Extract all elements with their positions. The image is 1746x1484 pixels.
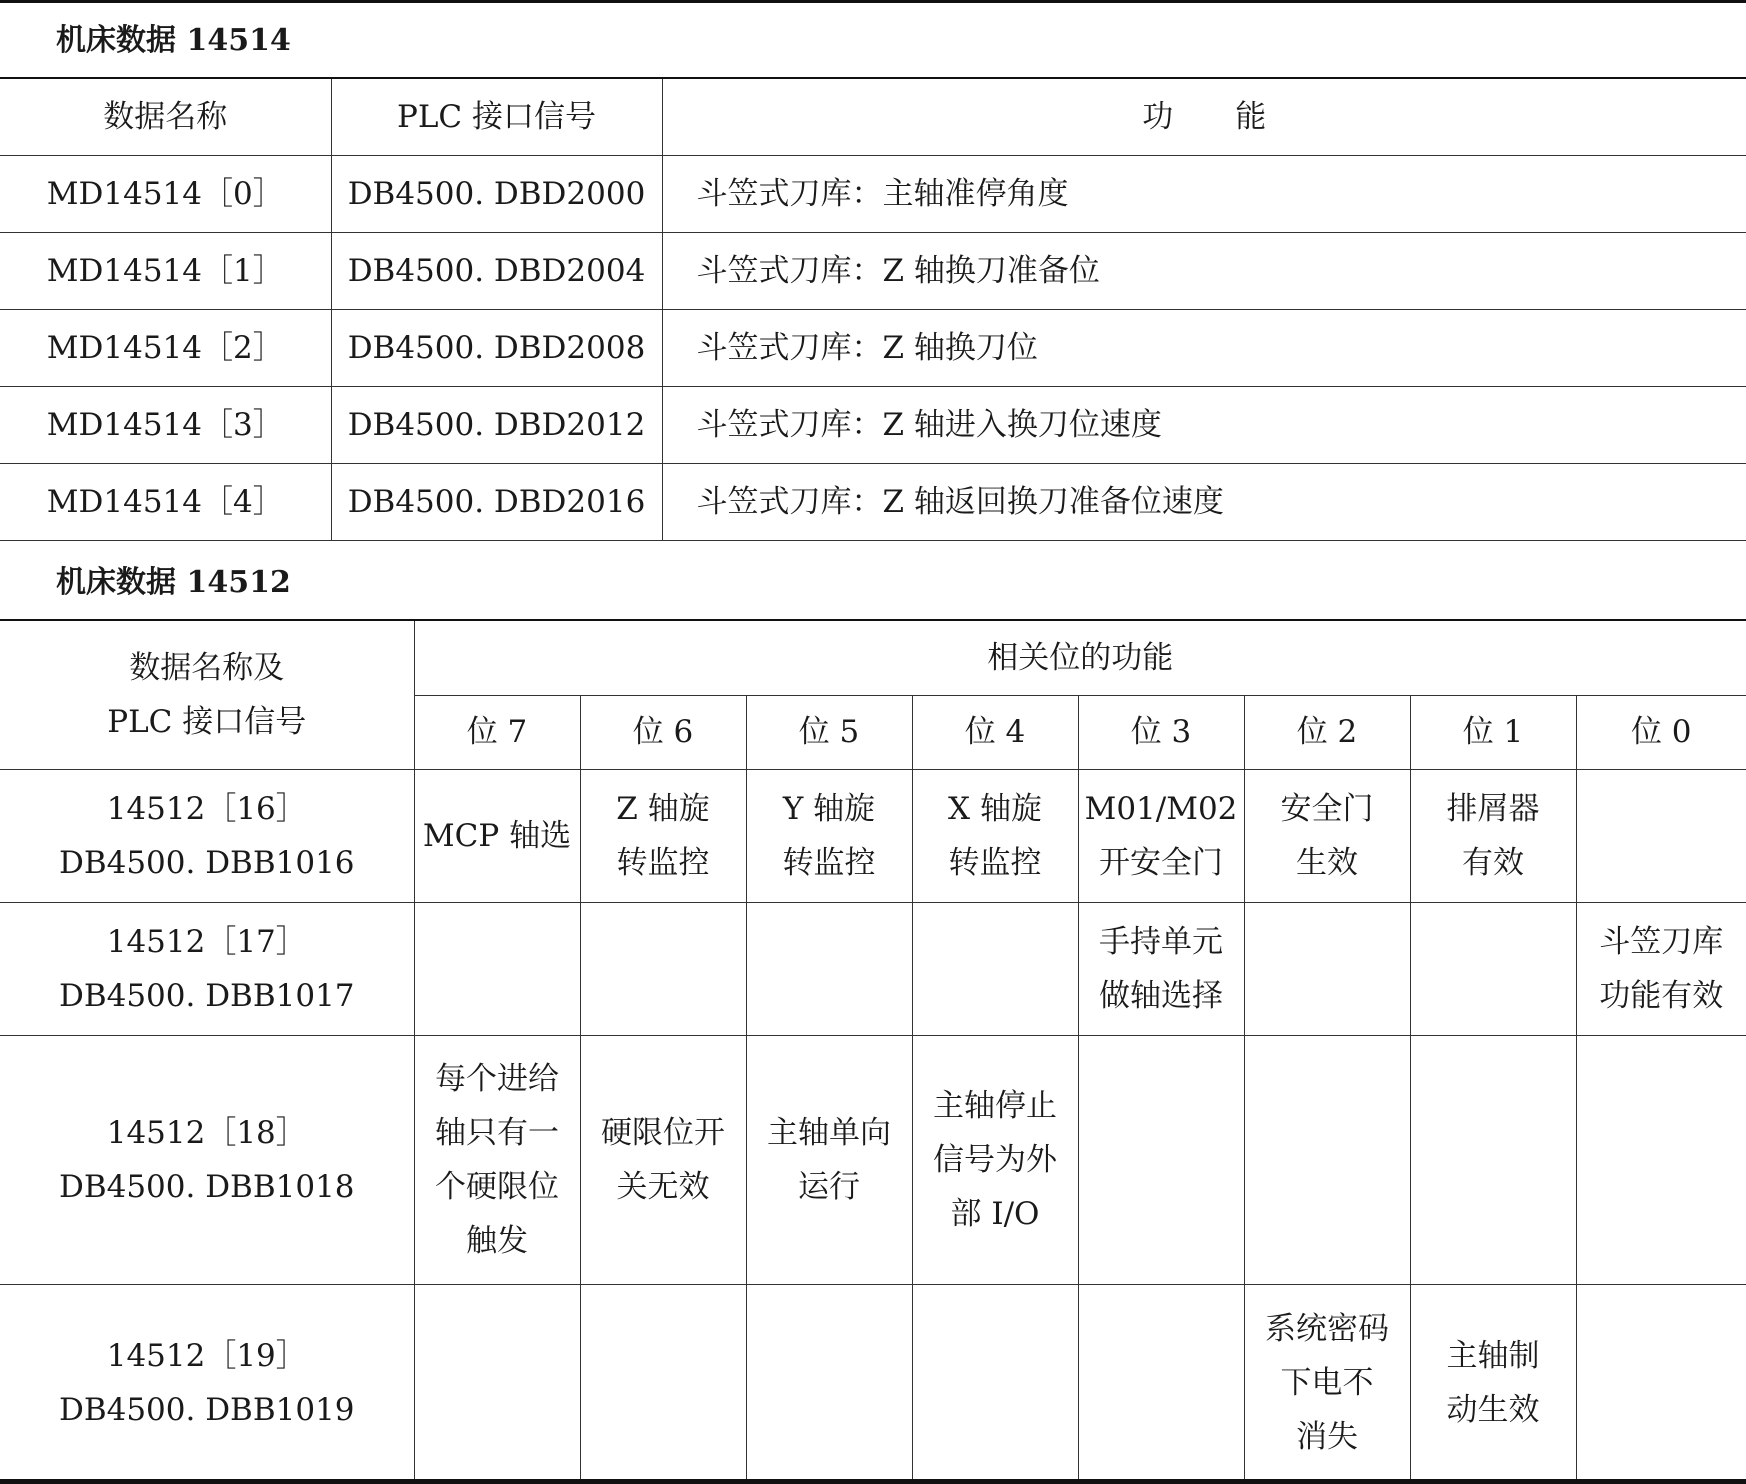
cell-text-line: 运行: [747, 1160, 912, 1214]
table-row: [0, 902, 1746, 1035]
table-row: [0, 387, 1746, 464]
cell-text-line: 触发: [415, 1214, 580, 1268]
cell-text-line: 转监控: [581, 836, 746, 890]
cell-bit-6: [580, 1284, 746, 1483]
table-md14514: [0, 77, 1746, 541]
cell-text-line: DB4500. DBB1019: [0, 1383, 414, 1437]
cell-bit-5: [746, 1284, 912, 1483]
table-row: [0, 1284, 1746, 1483]
table-row: [0, 156, 1746, 233]
table-row: [0, 233, 1746, 310]
cell-text-line: 每个进给: [415, 1052, 580, 1106]
header-bit-3: 位 3: [1078, 695, 1244, 769]
header-bit-5: 位 5: [746, 695, 912, 769]
cell-text-line: 信号为外: [913, 1133, 1078, 1187]
top-rule: [0, 0, 1746, 3]
header-bit-functions: 相关位的功能: [414, 620, 1746, 695]
cell-text-line: 系统密码: [1245, 1302, 1410, 1356]
header-bit-2: 位 2: [1244, 695, 1410, 769]
cell-bit-3: [1078, 902, 1244, 1035]
cell-bit-2: [1244, 1284, 1410, 1483]
cell-text-line: 斗笠刀库: [1577, 915, 1746, 969]
table-header-row: [0, 620, 1746, 695]
cell-function: 斗笠式刀库：Z 轴进入换刀位速度: [662, 387, 1746, 464]
cell-bit-4: [912, 769, 1078, 902]
cell-bit-7: [414, 902, 580, 1035]
cell-text-line: 消失: [1245, 1410, 1410, 1464]
header-bit-6: 位 6: [580, 695, 746, 769]
cell-text-line: Y 轴旋: [747, 782, 912, 836]
table-md14512: [0, 619, 1746, 1484]
header-bit-4: 位 4: [912, 695, 1078, 769]
cell-bit-1: [1410, 902, 1576, 1035]
cell-bit-1: [1410, 1035, 1576, 1284]
section-title-14514: 机床数据 14514: [56, 26, 291, 56]
cell-text-line: 关无效: [581, 1160, 746, 1214]
header-name-line: 数据名称及: [0, 641, 414, 695]
header-bit-7: 位 7: [414, 695, 580, 769]
cell-text-line: 主轴制: [1411, 1329, 1576, 1383]
cell-text-line: 转监控: [747, 836, 912, 890]
cell-text-line: 部 I/O: [913, 1187, 1078, 1241]
cell-text-line: DB4500. DBB1016: [0, 836, 414, 890]
cell-name-signal: [0, 1035, 414, 1284]
cell-bit-0: [1576, 1284, 1746, 1483]
cell-name-signal: [0, 1284, 414, 1483]
cell-text-line: 14512［18］: [0, 1106, 414, 1160]
cell-bit-4: [912, 1035, 1078, 1284]
cell-bit-2: [1244, 902, 1410, 1035]
cell-bit-1: [1410, 769, 1576, 902]
cell-plc-signal: DB4500. DBD2016: [331, 464, 662, 541]
cell-bit-3: [1078, 769, 1244, 902]
cell-text-line: 14512［19］: [0, 1329, 414, 1383]
cell-data-name: MD14514［3］: [0, 387, 331, 464]
cell-text-line: 14512［16］: [0, 782, 414, 836]
cell-bit-3: [1078, 1035, 1244, 1284]
cell-data-name: MD14514［1］: [0, 233, 331, 310]
cell-text-line: 轴只有一: [415, 1106, 580, 1160]
cell-function: 斗笠式刀库：Z 轴换刀位: [662, 310, 1746, 387]
cell-bit-3: [1078, 1284, 1244, 1483]
cell-bit-5: [746, 902, 912, 1035]
bottom-rule: [0, 1479, 1746, 1483]
cell-text-line: 主轴停止: [913, 1079, 1078, 1133]
cell-data-name: MD14514［2］: [0, 310, 331, 387]
header-bit-1: 位 1: [1410, 695, 1576, 769]
cell-bit-1: [1410, 1284, 1576, 1483]
cell-text-line: 做轴选择: [1079, 969, 1244, 1023]
cell-bit-0: [1576, 1035, 1746, 1284]
cell-bit-7: [414, 1035, 580, 1284]
cell-text-line: 生效: [1245, 836, 1410, 890]
header-signal-line: PLC 接口信号: [0, 695, 414, 749]
cell-bit-5: [746, 769, 912, 902]
cell-bit-7: [414, 1284, 580, 1483]
cell-text-line: M01/M02: [1079, 782, 1244, 836]
cell-name-signal: [0, 769, 414, 902]
header-name-signal: [0, 620, 414, 769]
header-bit-0: 位 0: [1576, 695, 1746, 769]
table-row: [0, 310, 1746, 387]
cell-text-line: MCP 轴选: [415, 809, 580, 863]
cell-plc-signal: DB4500. DBD2012: [331, 387, 662, 464]
header-data-name: 数据名称: [0, 78, 331, 156]
cell-text-line: 硬限位开: [581, 1106, 746, 1160]
table-row: [0, 769, 1746, 902]
header-plc-signal: PLC 接口信号: [331, 78, 662, 156]
cell-text-line: 主轴单向: [747, 1106, 912, 1160]
cell-plc-signal: DB4500. DBD2000: [331, 156, 662, 233]
cell-bit-2: [1244, 769, 1410, 902]
cell-text-line: 个硬限位: [415, 1160, 580, 1214]
cell-text-line: X 轴旋: [913, 782, 1078, 836]
cell-text-line: 有效: [1411, 836, 1576, 890]
section-title-14512: 机床数据 14512: [56, 568, 291, 598]
cell-data-name: MD14514［4］: [0, 464, 331, 541]
cell-text-line: 手持单元: [1079, 915, 1244, 969]
cell-text-line: 功能有效: [1577, 969, 1746, 1023]
cell-bit-6: [580, 769, 746, 902]
cell-bit-4: [912, 1284, 1078, 1483]
cell-bit-0: [1576, 769, 1746, 902]
cell-text-line: DB4500. DBB1018: [0, 1160, 414, 1214]
cell-text-line: Z 轴旋: [581, 782, 746, 836]
cell-text-line: DB4500. DBB1017: [0, 969, 414, 1023]
cell-plc-signal: DB4500. DBD2004: [331, 233, 662, 310]
cell-bit-2: [1244, 1035, 1410, 1284]
cell-function: 斗笠式刀库：Z 轴返回换刀准备位速度: [662, 464, 1746, 541]
cell-plc-signal: DB4500. DBD2008: [331, 310, 662, 387]
cell-bit-5: [746, 1035, 912, 1284]
cell-text-line: 14512［17］: [0, 915, 414, 969]
cell-text-line: 开安全门: [1079, 836, 1244, 890]
cell-text-line: 排屑器: [1411, 782, 1576, 836]
cell-text-line: 下电不: [1245, 1356, 1410, 1410]
table-header-row: [0, 78, 1746, 156]
cell-function: 斗笠式刀库：主轴准停角度: [662, 156, 1746, 233]
table-row: [0, 1035, 1746, 1284]
cell-text-line: 转监控: [913, 836, 1078, 890]
header-function: 功 能: [662, 78, 1746, 156]
cell-name-signal: [0, 902, 414, 1035]
cell-bit-6: [580, 1035, 746, 1284]
cell-text-line: 动生效: [1411, 1383, 1576, 1437]
cell-text-line: 安全门: [1245, 782, 1410, 836]
cell-bit-6: [580, 902, 746, 1035]
cell-function: 斗笠式刀库：Z 轴换刀准备位: [662, 233, 1746, 310]
cell-bit-7: [414, 769, 580, 902]
table-row: [0, 464, 1746, 541]
cell-bit-0: [1576, 902, 1746, 1035]
cell-bit-4: [912, 902, 1078, 1035]
cell-data-name: MD14514［0］: [0, 156, 331, 233]
